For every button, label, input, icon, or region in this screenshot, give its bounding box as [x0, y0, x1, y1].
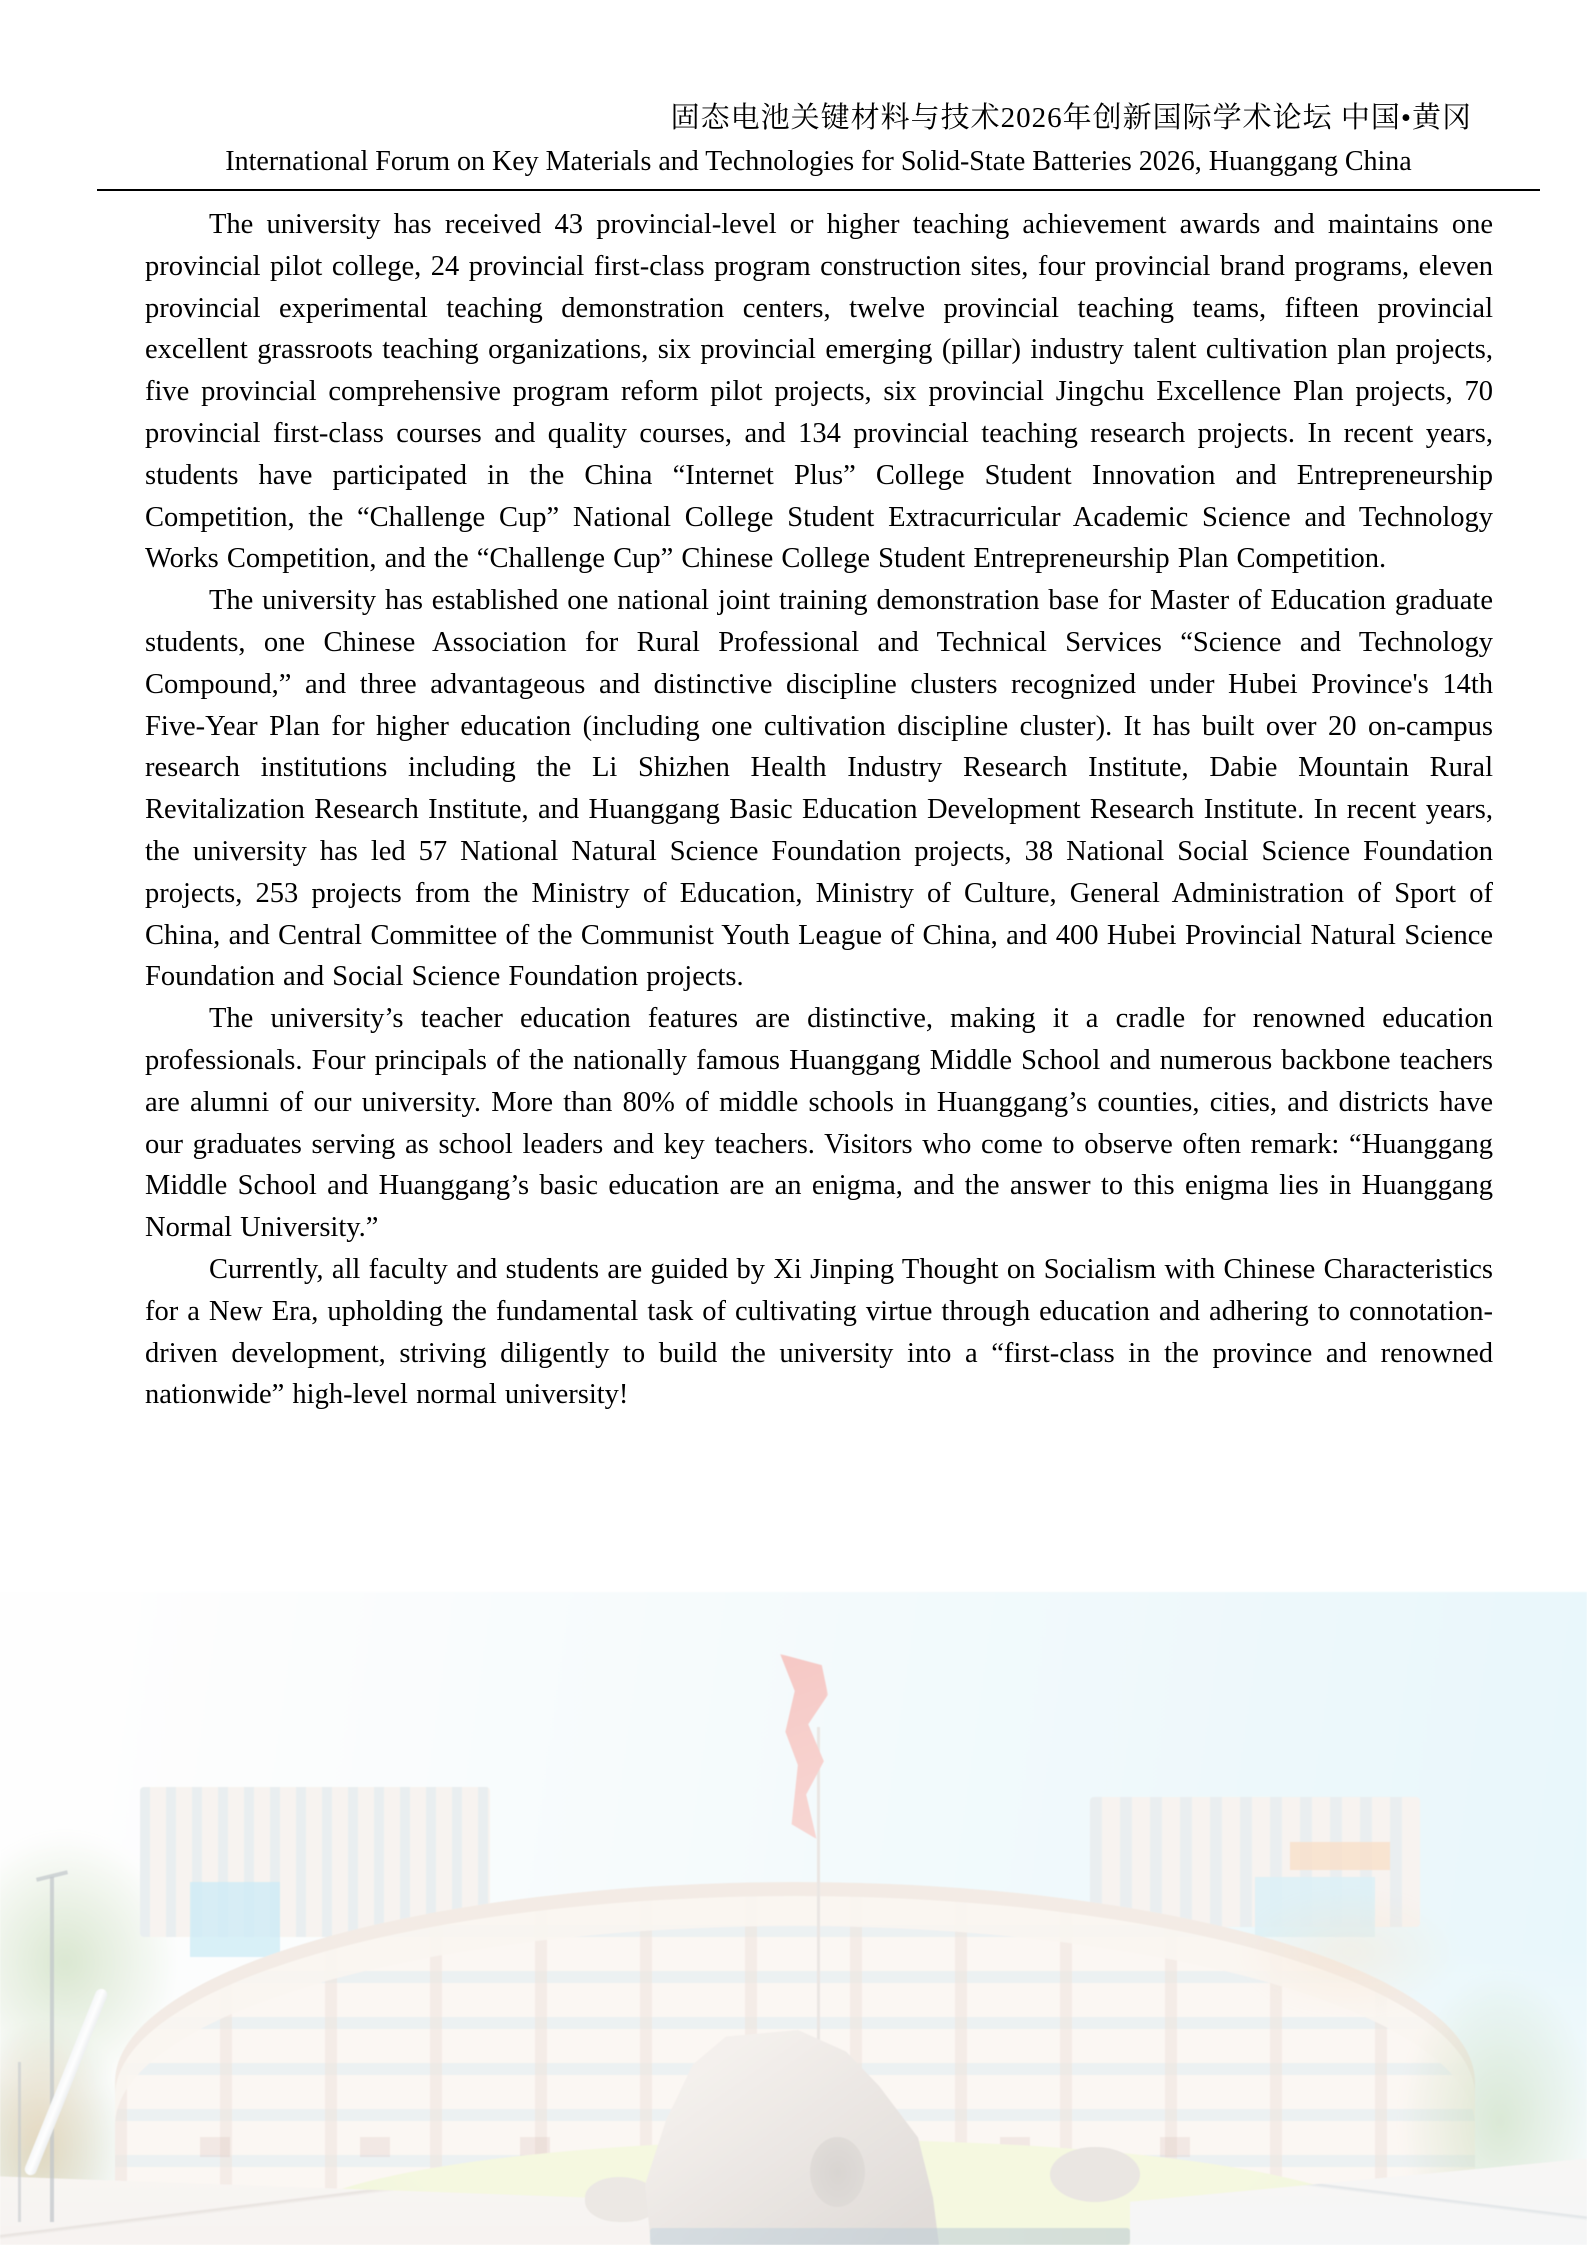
glass-facade-left-shape — [190, 1882, 280, 1957]
building-sign-shape — [1290, 1842, 1390, 1870]
sunlight-glow-right — [1240, 1892, 1460, 2012]
stone-plaque-shape — [810, 2137, 865, 2207]
header-title-cn: 固态电池关键材料与技术2026年创新国际学术论坛 中国•黄冈 — [670, 102, 1472, 134]
main-arc-building-shape — [115, 1882, 1475, 2245]
road-shape-right — [1130, 2137, 1587, 2245]
sunlight-glow-left — [0, 2022, 110, 2245]
lamp-post-shape — [50, 1877, 54, 2222]
building-base-details — [200, 2137, 1300, 2157]
paragraph-guiding-thought: Currently, all faculty and students are guided by Xi Jinping Thought on Socialism with Chinese Characteristics for a New Era, upholding the fundamental task of cultivating virtue through education and adhering to connotation-driven development, striving diligently to build the university into a “first-class in the province and renowned nationwide” high-level normal university! — [145, 1253, 1493, 1411]
tree-shape-right — [1400, 1972, 1587, 2245]
glass-facade-right-shape — [1255, 1877, 1375, 1937]
paragraph-teacher-education: The university’s teacher education features are distinctive, making it a cradle for renowned education professionals. Four principals of the nationally famous Huanggang Middle School and numerous backbone teachers are alumni of our university. More than 80% of middle schools in Huanggang’s counties, cities, and districts have our graduates serving as school leaders and key teachers. Visitors who come to observe often remark: “Huanggang Middle School and Huanggang’s basic education are an enigma, and the answer to this enigma lies in Huanggang Normal University.” — [145, 1003, 1493, 1244]
curb-strip-shape — [650, 2228, 1130, 2245]
small-rock-left-shape — [585, 2177, 660, 2222]
monument-stone-shape — [642, 2030, 942, 2245]
document-body — [145, 204, 1493, 1416]
tree-shape-left-top — [0, 1832, 180, 2092]
grass-mound-shape — [280, 2140, 1390, 2245]
rear-building-left-shape — [140, 1787, 490, 1937]
tree-shape-left-bottom — [0, 2022, 140, 2245]
paragraph-teaching-achievements: The university has received 43 provincial-level or higher teaching achievement awards and maintains one provincial pilot college, 24 provincial first-class program construction sites, four provincial brand programs, eleven provincial experimental teaching demonstration centers, twelve provincial teaching teams, fifteen provincial excellent grassroots teaching organizations, six provincial emerging (pillar) industry talent cultivation plan projects, five provincial comprehensive program reform pilot projects, six provincial Jingchu Excellence Plan projects, 70 provincial first-class courses and quality courses, and 134 provincial teaching research projects. In recent years, students have participated in the China “Internet Plus” College Student Innovation and Entrepreneurship Competition, the “Challenge Cup” National College Student Extracurricular Academic Science and Technology Works Competition, and the “Challenge Cup” Chinese College Student Entrepreneurship Plan Competition. — [145, 209, 1493, 575]
campus-photo-watermark — [0, 1592, 1587, 2245]
page-header — [97, 96, 1540, 191]
flagpole-shape — [817, 1727, 820, 2157]
road-shape-left — [0, 2147, 680, 2245]
sky-gradient — [0, 1592, 1587, 2245]
lamp-post-arm-shape — [36, 1870, 68, 1882]
lamp-post-short-shape — [18, 2062, 21, 2222]
paragraph-research-institutions: The university has established one national joint training demonstration base for Master of Education graduate students, one Chinese Association for Rural Professional and Technical Services “Science and Technology Compound,” and three advantageous and distinctive discipline clusters recognized under Hubei Province's 14th Five-Year Plan for higher education (including one cultivation discipline cluster). It has built over 20 on-campus research institutions including the Li Shizhen Health Industry Research Institute, Dabie Mountain Rural Revitalization Research Institute, and Huanggang Basic Education Development Research Institute. In recent years, the university has led 57 National Natural Science Foundation projects, 38 National Social Science Foundation projects, 253 projects from the Ministry of Education, Ministry of Culture, General Administration of Sport of China, and Central Committee of the Communist Youth League of China, and 400 Hubei Provincial Natural Science Foundation and Social Science Foundation projects. — [145, 585, 1493, 993]
small-rock-right-shape — [1050, 2147, 1140, 2202]
header-title-en: International Forum on Key Materials and Technologies for Solid-State Batteries 2026, Huanggang China — [225, 146, 1412, 177]
white-pole-shape — [23, 1987, 109, 2177]
rear-building-right-shape — [1090, 1797, 1420, 1927]
red-flag-shape — [776, 1654, 828, 1839]
